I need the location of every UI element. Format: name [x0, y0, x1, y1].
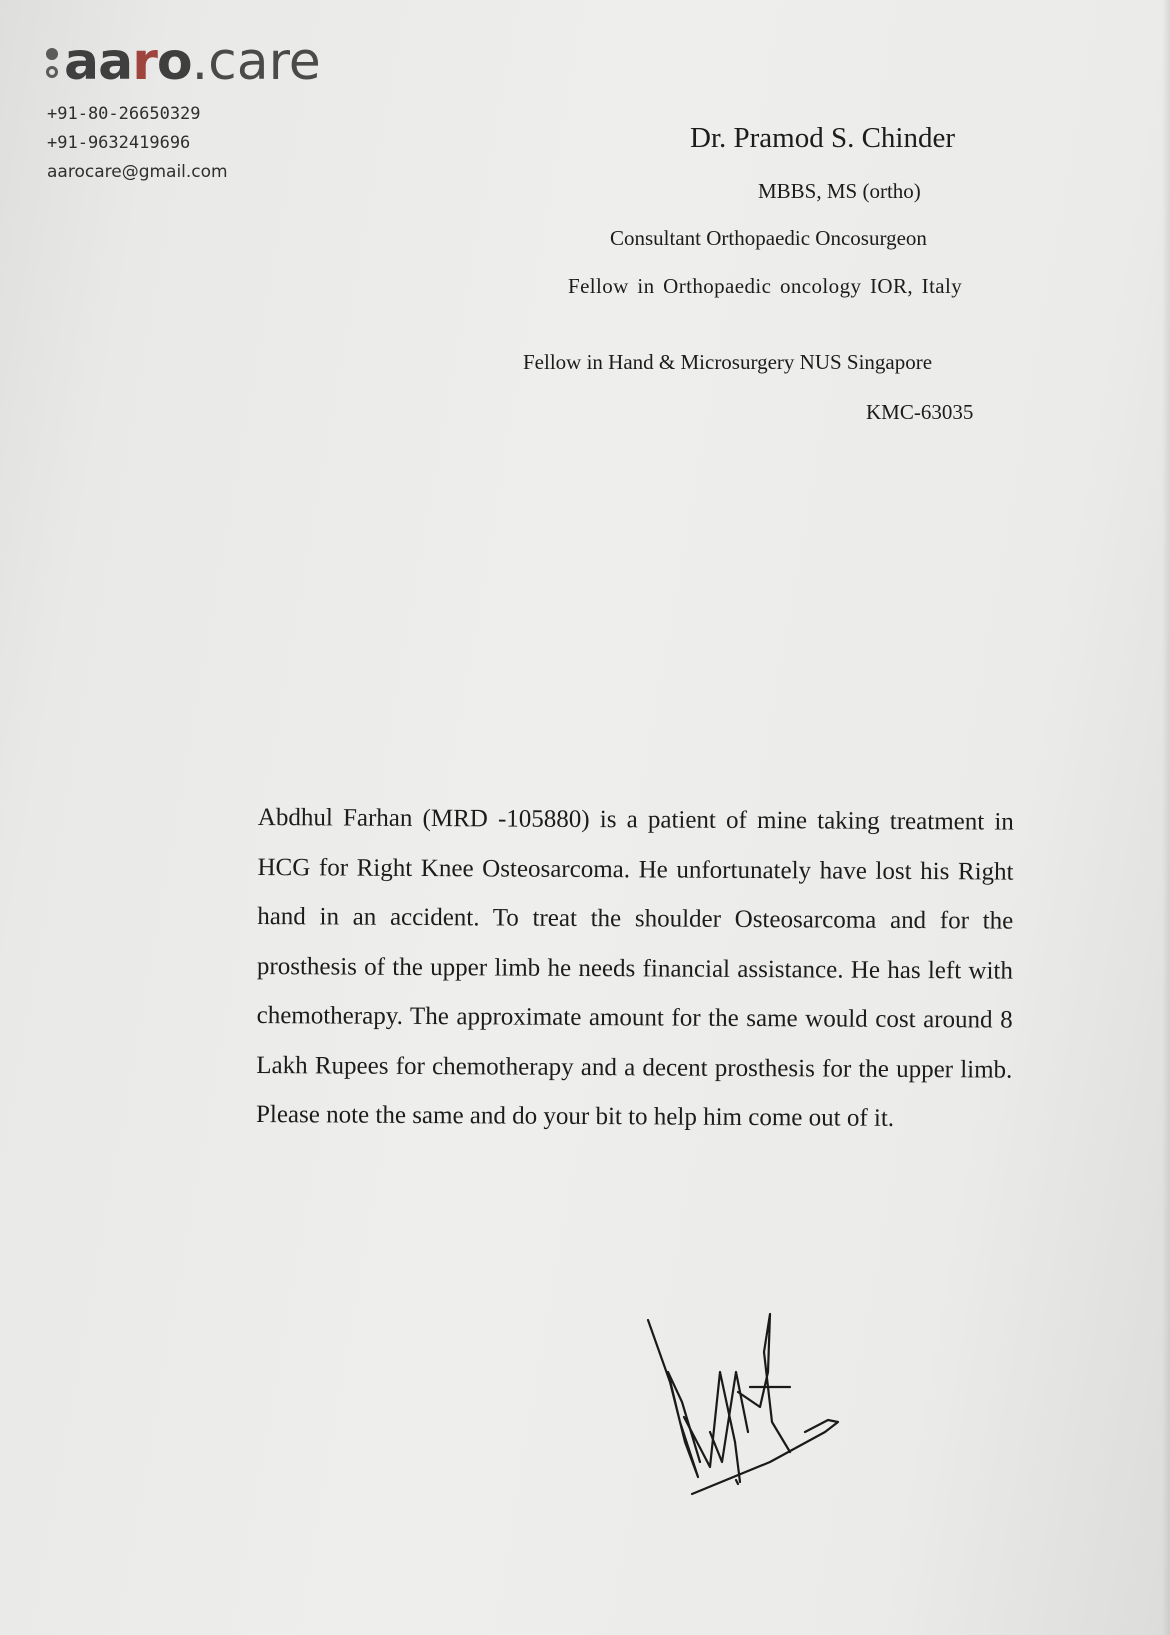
logo-dots-icon — [46, 48, 58, 78]
doctor-title-fellow-nus: Fellow in Hand & Microsurgery NUS Singapore — [523, 350, 933, 374]
signature-icon — [640, 1312, 880, 1497]
contact-block — [47, 100, 228, 187]
doctor-title-consultant: Consultant Orthopaedic Oncosurgeon — [610, 226, 927, 250]
doctor-name: Dr. Pramod S. Chinder — [690, 122, 956, 154]
letter-body: Abdhul Farhan (MRD -105880) is a patient of mine taking treatment in HCG for Right Knee Osteosarcoma. He unfortunately have lost his Right hand in an accident. To treat the shoulder Osteosarcoma and for the prosthesis of the upper limb he needs financial assistance. He has left with chemotherapy. The approximate amount for the same would cost around 8 Lakh Rupees for chemotherapy and a decent prosthesis for the upper limb. Please note the same and do your bit to help him come out of it. — [255, 803, 1014, 1132]
logo-suffix: .care — [191, 32, 321, 92]
doctor-registration: KMC-63035 — [866, 400, 974, 424]
phone-mobile: +91-9632419696 — [47, 133, 191, 153]
page-edge-shadow — [1162, 0, 1170, 1635]
doctor-title-fellow-ior: Fellow in Orthopaedic oncology IOR, Italy — [568, 274, 963, 298]
phone-landline: +91-80-26650329 — [47, 104, 201, 124]
email-address: aarocare@gmail.com — [47, 162, 228, 182]
logo-brand: aaro — [64, 32, 192, 92]
doctor-qualifications: MBBS, MS (ortho) — [758, 179, 921, 203]
aaro-care-logo — [46, 16, 321, 92]
